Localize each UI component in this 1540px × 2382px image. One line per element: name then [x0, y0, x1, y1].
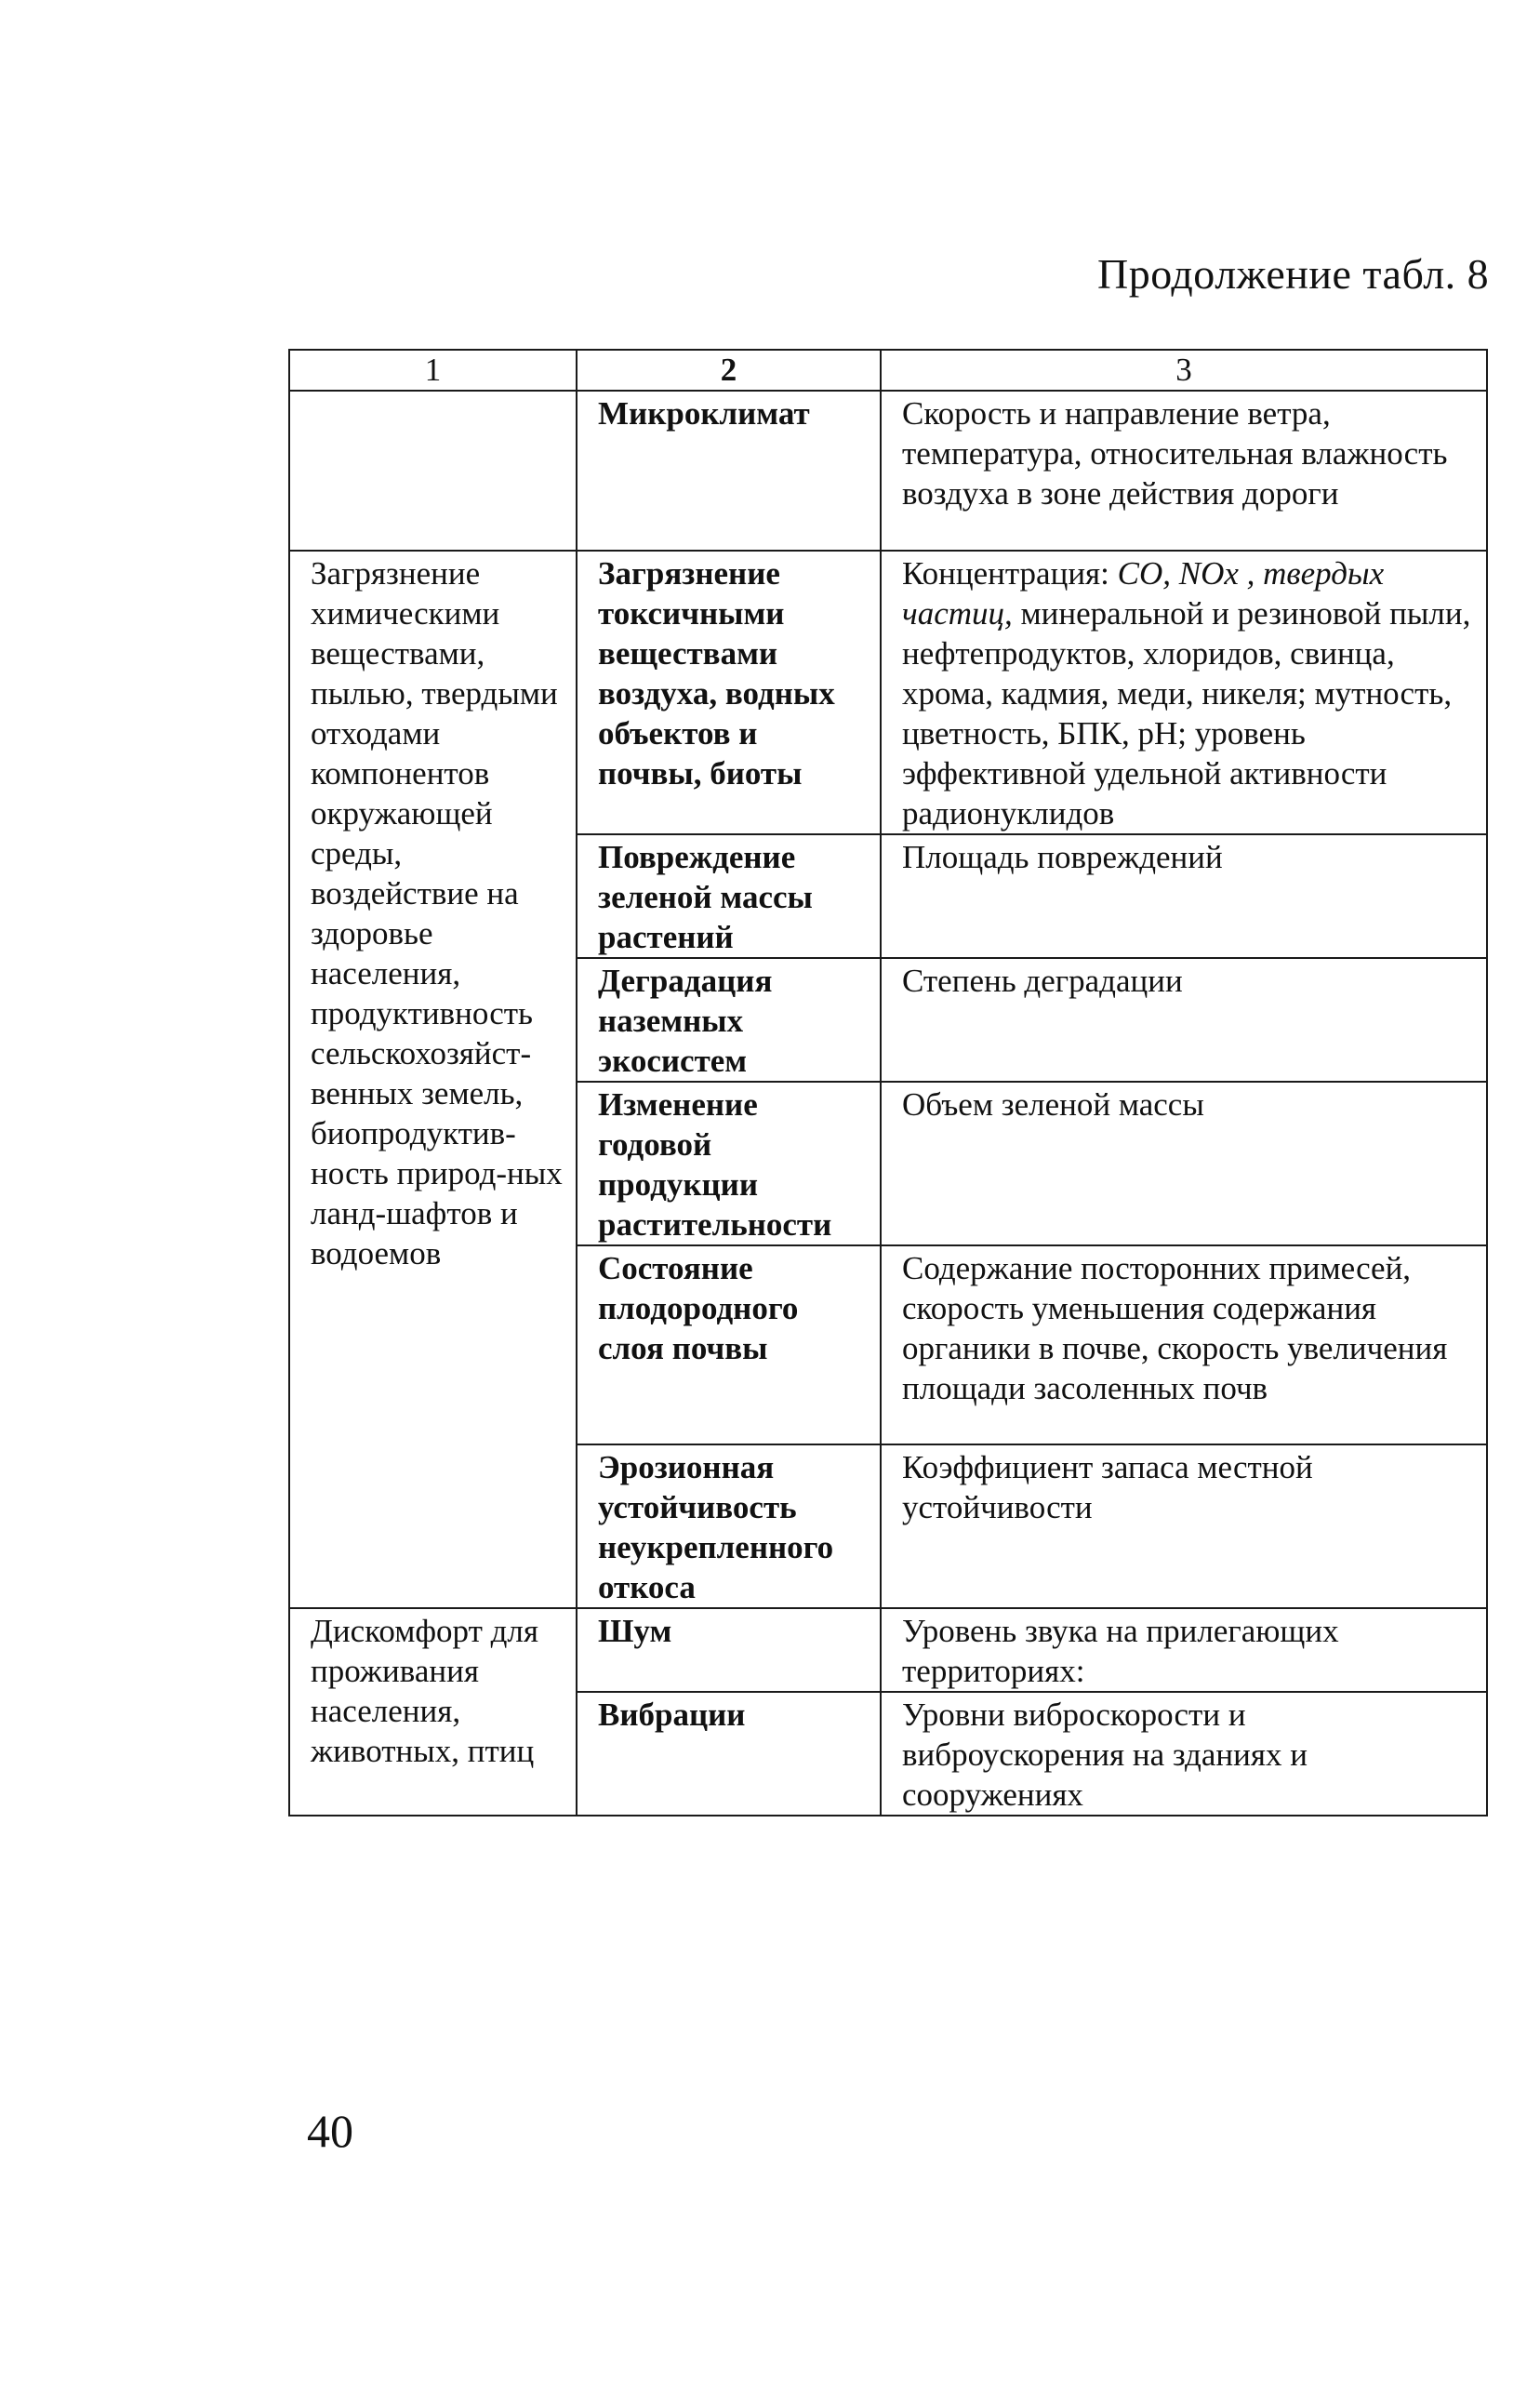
factor-cell: Повреждение зеленой массы растений: [577, 834, 881, 958]
group-cell-discomfort: Дискомфорт для проживания населения, животных, птиц: [289, 1608, 577, 1816]
factor-cell: Загрязнение токсичными веществами воздуха, водных объектов и почвы, биоты: [577, 551, 881, 834]
factor-cell: Изменение годовой продукции растительности: [577, 1082, 881, 1245]
params-cell: Уровни виброскорости и виброускорения на зданиях и сооружениях: [881, 1692, 1487, 1816]
group-cell-chemical: Загрязнение химическими веществами, пылью, твердыми отходами компонентов окружающей среды, воздействие на здоровье населения, продуктивность сельскохозяйст-венных земель, биопродуктив-ность природ-ных ланд-шафтов и водоемов: [289, 551, 577, 1608]
empty-cell: [289, 391, 577, 551]
params-cell: Уровень звука на прилегающих территориях:: [881, 1608, 1487, 1692]
table-caption: Продолжение табл. 8: [1097, 250, 1490, 298]
table-header-row: [289, 350, 1487, 391]
params-cell: Концентрация: CO, NOx , твердых частиц, минеральной и резиновой пыли, нефтепродуктов, хлоридов, свинца, хрома, кадмия, меди, никеля; мутность, цветность, БПК, рН; уровень эффективной удельной активности радионуклидов: [881, 551, 1487, 834]
column-header-2: 2: [577, 350, 881, 391]
factor-cell: Эрозионная устойчивость неукрепленного откоса: [577, 1444, 881, 1608]
column-header-1: 1: [289, 350, 577, 391]
table-row: [289, 391, 1487, 551]
params-cell: Объем зеленой массы: [881, 1082, 1487, 1245]
page-number: 40: [307, 2105, 353, 2157]
params-cell: Степень деградации: [881, 958, 1487, 1082]
impact-table: [288, 349, 1488, 1816]
factor-cell: Микроклимат: [577, 391, 881, 551]
table-row: [289, 1608, 1487, 1692]
params-cell: Содержание посторонних примесей, скорость уменьшения содержания органики в почве, скорость увеличения площади засоленных почв: [881, 1245, 1487, 1444]
factor-cell: Шум: [577, 1608, 881, 1692]
column-header-3: 3: [881, 350, 1487, 391]
params-cell: Коэффициент запаса местной устойчивости: [881, 1444, 1487, 1608]
factor-cell: Состояние плодородного слоя почвы: [577, 1245, 881, 1444]
table-row: [289, 551, 1487, 834]
factor-cell: Вибрации: [577, 1692, 881, 1816]
params-cell: Площадь повреждений: [881, 834, 1487, 958]
factor-cell: Деградация наземных экосистем: [577, 958, 881, 1082]
params-cell: Скорость и направление ветра, температура, относительная влажность воздуха в зоне действия дороги: [881, 391, 1487, 551]
